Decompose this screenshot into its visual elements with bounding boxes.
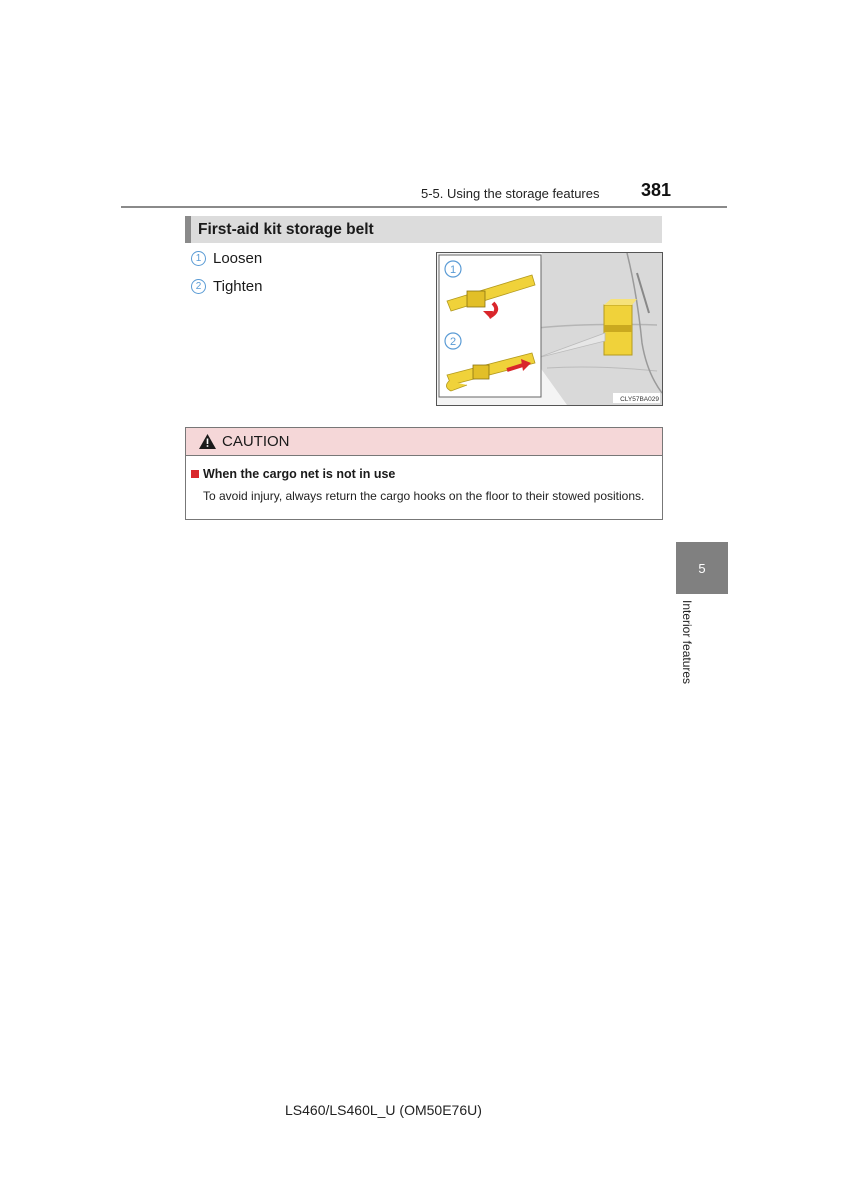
warning-triangle-icon xyxy=(199,434,216,449)
callout-1-text: 1 xyxy=(449,264,457,276)
caution-title: CAUTION xyxy=(222,433,290,450)
caution-header xyxy=(186,428,662,456)
chapter-label: Interior features xyxy=(680,600,694,685)
callout-2-text: 2 xyxy=(449,336,457,348)
step-label-2: Tighten xyxy=(213,278,263,295)
caution-heading xyxy=(191,467,395,481)
chapter-tab: 5 xyxy=(676,542,728,594)
header-divider xyxy=(121,206,727,208)
illustration-code: CLY57BA029 xyxy=(620,396,659,403)
red-square-icon xyxy=(191,470,199,478)
footer-model: LS460/LS460L_U (OM50E76U) xyxy=(285,1102,482,1118)
step-tighten xyxy=(191,278,262,295)
step-number-2: 2 xyxy=(191,279,206,294)
header-section-title: 5-5. Using the storage features xyxy=(421,186,600,201)
step-loosen xyxy=(191,250,262,267)
caution-heading-text: When the cargo net is not in use xyxy=(203,467,396,481)
storage-belt-illustration xyxy=(436,252,663,406)
page-number: 381 xyxy=(641,180,672,200)
caution-box xyxy=(185,427,663,520)
step-number-1: 1 xyxy=(191,251,206,266)
step-label-1: Loosen xyxy=(213,250,263,267)
caution-body: To avoid injury, always return the cargo hooks on the floor to their stowed positions. xyxy=(203,489,645,503)
section-title: First-aid kit storage belt xyxy=(185,216,662,243)
